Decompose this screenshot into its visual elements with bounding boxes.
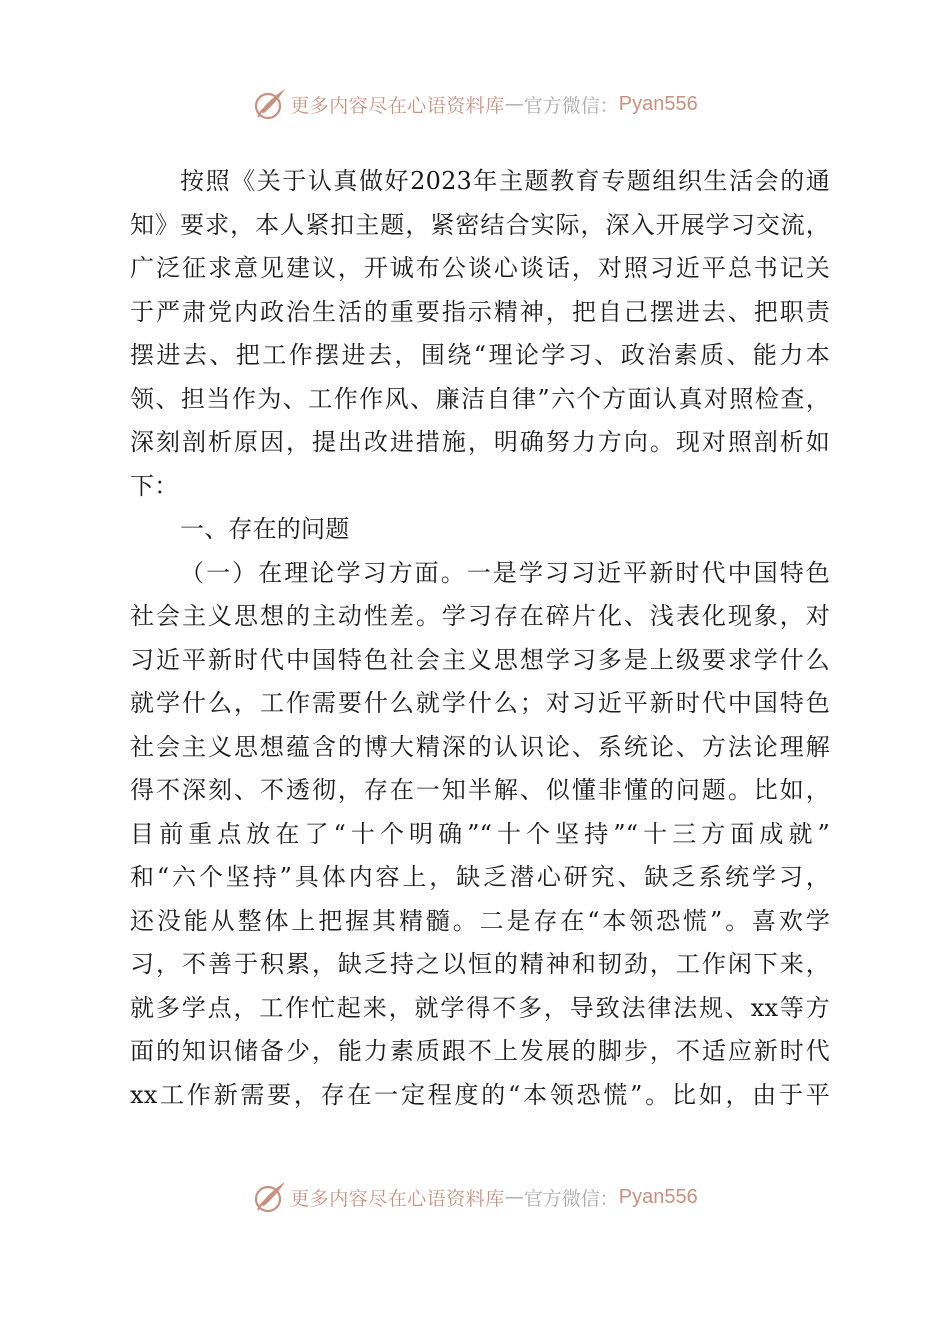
document-body — [130, 160, 830, 1117]
paragraph-line: 习，不善于积累，缺乏持之以恒的精神和韧劲，工作闲下来， — [130, 950, 830, 978]
watermark-text: 更多内容尽在心语资料库 — [290, 94, 505, 117]
paragraph-line: 就多学点，工作忙起来，就学得不多，导致法律法规、xx等方 — [130, 993, 830, 1022]
header-watermark — [0, 84, 950, 124]
paragraph-line: 深刻剖析原因，提出改进措施，明确努力方向。现对照剖析如 — [130, 428, 830, 456]
section-heading: 一、存在的问题 — [180, 515, 350, 543]
paragraph-line: 于严肃党内政治生活的重要指示精神，把自己摆进去、把职责 — [130, 297, 830, 326]
quill-logo-icon — [252, 1179, 288, 1215]
paragraph-line: 社会主义思想蕴含的博大精深的认识论、系统论、方法论理解 — [130, 732, 830, 761]
paragraph-line: 习近平新时代中国特色社会主义思想学习多是上级要求学什么 — [130, 645, 830, 674]
paragraph-line: 面的知识储备少，能力素质跟不上发展的脚步，不适应新时代 — [130, 1037, 830, 1065]
quill-logo-icon — [252, 86, 288, 122]
paragraph-line: 得不深刻、不透彻，存在一知半解、似懂非懂的问题。比如， — [130, 776, 830, 804]
footer-watermark — [0, 1177, 950, 1217]
paragraph-line: （一）在理论学习方面。一是学习习近平新时代中国特色 — [180, 558, 830, 587]
paragraph-line: 广泛征求意见建议，开诚布公谈心谈话，对照习近平总书记关 — [130, 254, 830, 282]
paragraph-line: xx工作新需要，存在一定程度的“本领恐慌”。比如，由于平 — [130, 1080, 830, 1109]
watermark-id: Pyan556 — [618, 1185, 698, 1208]
watermark-separator: — — [504, 93, 524, 115]
paragraph-line: 按照《关于认真做好2023年主题教育专题组织生活会的通 — [180, 167, 830, 195]
paragraph-line: 和“六个坚持”具体内容上，缺乏潜心研究、缺乏系统学习， — [130, 863, 830, 891]
paragraph-line: 知》要求，本人紧扣主题，紧密结合实际，深入开展学习交流， — [130, 210, 830, 239]
paragraph-line: 领、担当作为、工作作风、廉洁自律”六个方面认真对照检查， — [130, 384, 830, 413]
watermark-label: 官方微信： — [523, 94, 619, 117]
paragraph-line: 社会主义思想的主动性差。学习存在碎片化、浅表化现象，对 — [130, 602, 830, 630]
paragraph-line: 就学什么，工作需要什么就学什么；对习近平新时代中国特色 — [130, 689, 830, 717]
paragraph-line: 目前重点放在了“十个明确”“十个坚持”“十三方面成就” — [130, 819, 830, 848]
paragraph-line: 下： — [130, 471, 179, 500]
watermark-label: 官方微信： — [523, 1187, 619, 1210]
paragraph-line: 摆进去、把工作摆进去，围绕“理论学习、政治素质、能力本 — [130, 341, 830, 369]
watermark-text: 更多内容尽在心语资料库 — [290, 1187, 505, 1210]
paragraph-line: 还没能从整体上把握其精髓。二是存在“本领恐慌”。喜欢学 — [130, 906, 830, 935]
watermark-id: Pyan556 — [618, 92, 698, 115]
watermark-separator: — — [504, 1186, 524, 1208]
